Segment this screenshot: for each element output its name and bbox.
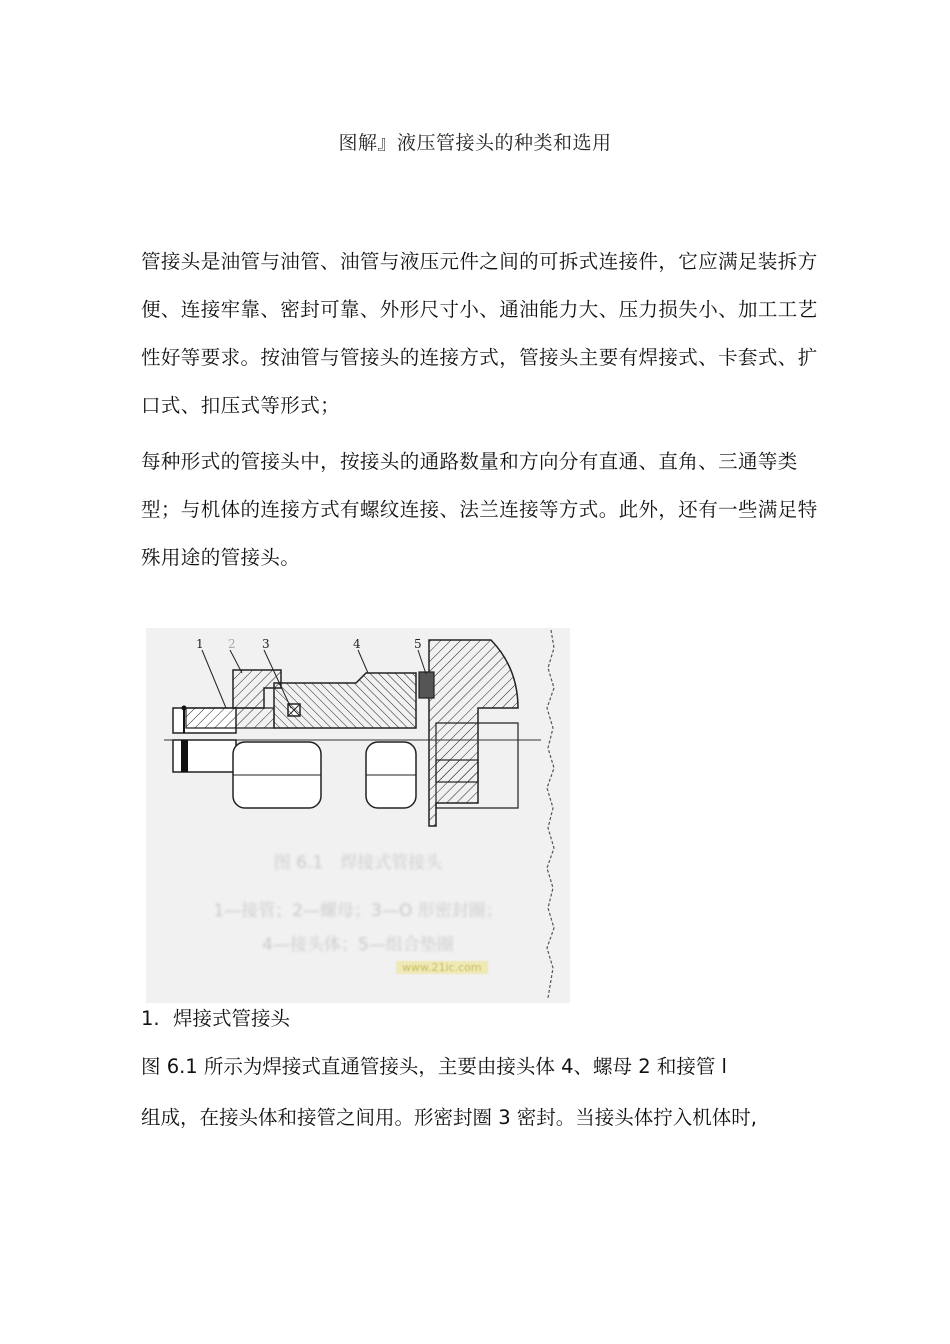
section-heading (141, 1004, 290, 1034)
section-title: 焊接式管接头 (173, 1007, 291, 1030)
figure-caption-line1: 1—接管；2—螺母；3—O 形密封圈； (213, 901, 503, 921)
figure-caption-title: 图 6.1 焊接式管接头 (273, 853, 443, 873)
part-label-3: 3 (262, 637, 270, 651)
section-number: 1. (141, 1007, 160, 1030)
welded-fitting-figure (146, 628, 570, 1003)
body-line-2: 组成，在接头体和接管之间用。形密封圈 3 密封。当接头体拧入机体时, (141, 1106, 758, 1129)
types-paragraph: 每种形式的管接头中，按接头的通路数量和方向分有直通、直角、三通等类型；与机体的连接方式有螺纹连接、法兰连接等方式。此外，还有一些满足特殊用途的管接头。 (141, 450, 818, 569)
figure-watermark: www.21ic.com (396, 961, 488, 974)
body-line-1: 图 6.1 所示为焊接式直通管接头，主要由接头体 4、螺母 2 和接管 l (141, 1055, 727, 1078)
intro-paragraph: 管接头是油管与油管、油管与液压元件之间的可拆式连接件，它应满足装拆方便、连接牢靠、密封可靠、外形尺寸小、通油能力大、压力损失小、加工工艺性好等要求。按油管与管接头的连接方式，管接头主要有焊接式、卡套式、扩口式、扣压式等形式； (141, 250, 818, 417)
page-title: 图解』液压管接头的种类和选用 (338, 132, 612, 154)
part-label-2: 2 (228, 637, 236, 651)
part-label-5: 5 (414, 637, 422, 651)
figure-caption-line2: 4—接头体；5—组合垫圈 (262, 935, 454, 955)
part-label-1: 1 (196, 637, 204, 651)
part-label-4: 4 (353, 637, 361, 651)
